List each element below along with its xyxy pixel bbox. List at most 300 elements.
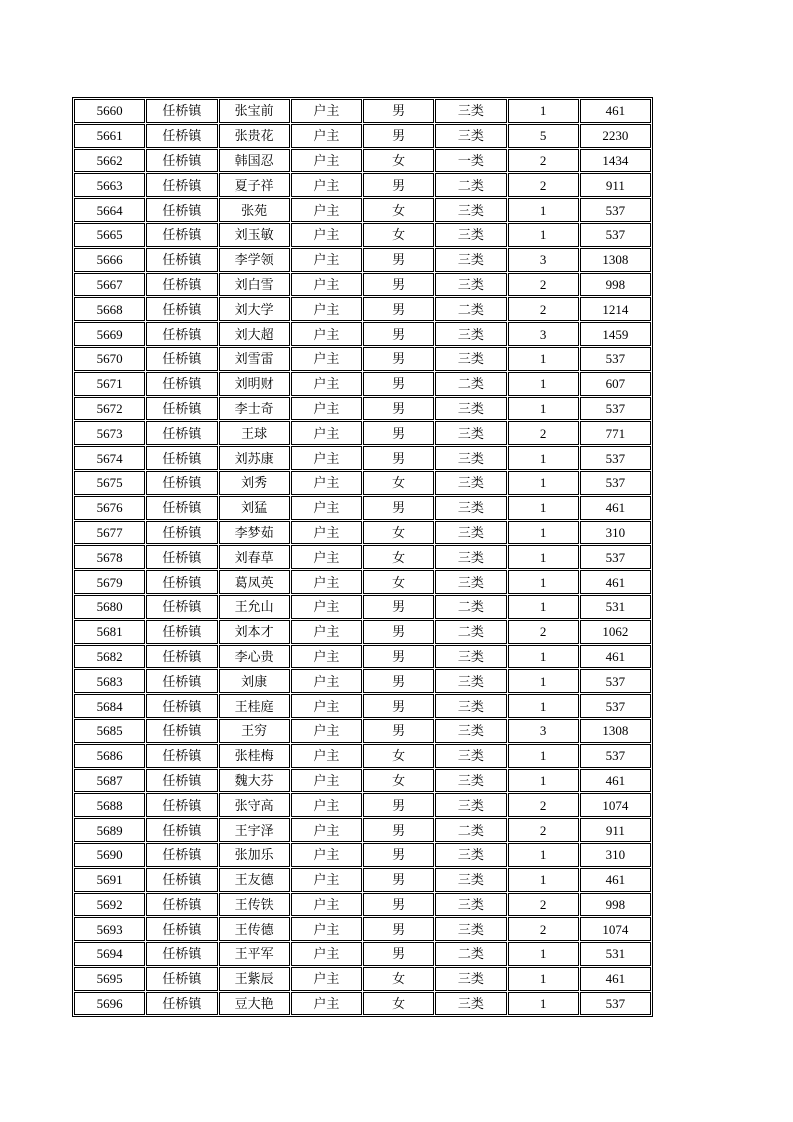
cell-gender: 女 <box>363 769 434 793</box>
table-row <box>74 645 651 669</box>
cell-relation_to_head: 户主 <box>291 322 362 346</box>
cell-town: 任桥镇 <box>146 793 217 817</box>
records-table-body <box>74 99 651 1015</box>
cell-household_size: 1 <box>508 496 579 520</box>
cell-gender: 男 <box>363 620 434 644</box>
cell-amount: 1308 <box>580 248 651 272</box>
cell-amount: 461 <box>580 496 651 520</box>
cell-town: 任桥镇 <box>146 893 217 917</box>
table-row <box>74 248 651 272</box>
cell-name: 豆大艳 <box>219 992 290 1016</box>
cell-name: 夏子祥 <box>219 173 290 197</box>
cell-gender: 男 <box>363 421 434 445</box>
cell-town: 任桥镇 <box>146 545 217 569</box>
cell-category: 三类 <box>435 521 506 545</box>
cell-town: 任桥镇 <box>146 446 217 470</box>
cell-household_size: 1 <box>508 223 579 247</box>
cell-amount: 537 <box>580 669 651 693</box>
cell-name: 王友德 <box>219 868 290 892</box>
table-row <box>74 942 651 966</box>
cell-amount: 461 <box>580 645 651 669</box>
cell-name: 张桂梅 <box>219 744 290 768</box>
cell-serial_number: 5666 <box>74 248 145 272</box>
cell-amount: 537 <box>580 397 651 421</box>
table-row <box>74 967 651 991</box>
cell-category: 二类 <box>435 818 506 842</box>
cell-serial_number: 5664 <box>74 198 145 222</box>
cell-gender: 男 <box>363 843 434 867</box>
cell-category: 三类 <box>435 917 506 941</box>
cell-name: 刘康 <box>219 669 290 693</box>
cell-town: 任桥镇 <box>146 248 217 272</box>
table-row <box>74 992 651 1016</box>
cell-category: 三类 <box>435 421 506 445</box>
cell-amount: 771 <box>580 421 651 445</box>
table-row <box>74 173 651 197</box>
cell-household_size: 3 <box>508 719 579 743</box>
cell-amount: 537 <box>580 446 651 470</box>
cell-town: 任桥镇 <box>146 645 217 669</box>
cell-household_size: 1 <box>508 744 579 768</box>
cell-category: 三类 <box>435 347 506 371</box>
cell-household_size: 1 <box>508 645 579 669</box>
cell-serial_number: 5684 <box>74 694 145 718</box>
cell-category: 二类 <box>435 620 506 644</box>
cell-gender: 男 <box>363 397 434 421</box>
cell-relation_to_head: 户主 <box>291 223 362 247</box>
cell-serial_number: 5686 <box>74 744 145 768</box>
cell-serial_number: 5691 <box>74 868 145 892</box>
cell-town: 任桥镇 <box>146 99 217 123</box>
cell-household_size: 5 <box>508 124 579 148</box>
cell-name: 张守高 <box>219 793 290 817</box>
cell-relation_to_head: 户主 <box>291 149 362 173</box>
cell-household_size: 1 <box>508 372 579 396</box>
cell-serial_number: 5679 <box>74 570 145 594</box>
cell-gender: 女 <box>363 521 434 545</box>
cell-relation_to_head: 户主 <box>291 769 362 793</box>
cell-relation_to_head: 户主 <box>291 545 362 569</box>
cell-town: 任桥镇 <box>146 917 217 941</box>
cell-amount: 461 <box>580 99 651 123</box>
cell-serial_number: 5690 <box>74 843 145 867</box>
cell-name: 刘雪雷 <box>219 347 290 371</box>
cell-category: 三类 <box>435 719 506 743</box>
cell-gender: 女 <box>363 471 434 495</box>
cell-name: 魏大芬 <box>219 769 290 793</box>
cell-amount: 537 <box>580 992 651 1016</box>
cell-relation_to_head: 户主 <box>291 694 362 718</box>
cell-amount: 537 <box>580 694 651 718</box>
cell-name: 王穷 <box>219 719 290 743</box>
cell-name: 王传铁 <box>219 893 290 917</box>
table-row <box>74 198 651 222</box>
cell-serial_number: 5694 <box>74 942 145 966</box>
cell-serial_number: 5681 <box>74 620 145 644</box>
cell-serial_number: 5692 <box>74 893 145 917</box>
cell-household_size: 1 <box>508 471 579 495</box>
cell-serial_number: 5678 <box>74 545 145 569</box>
cell-serial_number: 5687 <box>74 769 145 793</box>
cell-category: 三类 <box>435 992 506 1016</box>
cell-serial_number: 5665 <box>74 223 145 247</box>
cell-gender: 男 <box>363 669 434 693</box>
table-row <box>74 868 651 892</box>
cell-amount: 2230 <box>580 124 651 148</box>
cell-household_size: 2 <box>508 893 579 917</box>
cell-amount: 531 <box>580 942 651 966</box>
cell-name: 刘秀 <box>219 471 290 495</box>
cell-name: 韩国忍 <box>219 149 290 173</box>
cell-town: 任桥镇 <box>146 818 217 842</box>
cell-serial_number: 5663 <box>74 173 145 197</box>
cell-town: 任桥镇 <box>146 322 217 346</box>
cell-town: 任桥镇 <box>146 868 217 892</box>
cell-category: 三类 <box>435 446 506 470</box>
cell-relation_to_head: 户主 <box>291 347 362 371</box>
cell-town: 任桥镇 <box>146 471 217 495</box>
cell-town: 任桥镇 <box>146 744 217 768</box>
table-row <box>74 570 651 594</box>
table-row <box>74 496 651 520</box>
table-row <box>74 124 651 148</box>
cell-amount: 537 <box>580 545 651 569</box>
cell-serial_number: 5677 <box>74 521 145 545</box>
cell-name: 王紫辰 <box>219 967 290 991</box>
cell-name: 王传德 <box>219 917 290 941</box>
cell-category: 三类 <box>435 99 506 123</box>
table-row <box>74 793 651 817</box>
cell-relation_to_head: 户主 <box>291 521 362 545</box>
cell-name: 王允山 <box>219 595 290 619</box>
cell-town: 任桥镇 <box>146 496 217 520</box>
cell-name: 李学领 <box>219 248 290 272</box>
cell-relation_to_head: 户主 <box>291 471 362 495</box>
table-row <box>74 669 651 693</box>
cell-household_size: 1 <box>508 669 579 693</box>
cell-household_size: 1 <box>508 595 579 619</box>
cell-gender: 男 <box>363 868 434 892</box>
cell-household_size: 2 <box>508 620 579 644</box>
cell-serial_number: 5669 <box>74 322 145 346</box>
cell-relation_to_head: 户主 <box>291 496 362 520</box>
cell-category: 三类 <box>435 471 506 495</box>
cell-serial_number: 5680 <box>74 595 145 619</box>
table-row <box>74 372 651 396</box>
table-row <box>74 273 651 297</box>
cell-category: 三类 <box>435 545 506 569</box>
cell-gender: 女 <box>363 223 434 247</box>
cell-gender: 男 <box>363 917 434 941</box>
cell-household_size: 1 <box>508 694 579 718</box>
cell-relation_to_head: 户主 <box>291 992 362 1016</box>
table-row <box>74 99 651 123</box>
cell-amount: 310 <box>580 521 651 545</box>
cell-town: 任桥镇 <box>146 421 217 445</box>
cell-gender: 男 <box>363 173 434 197</box>
table-row <box>74 769 651 793</box>
cell-category: 三类 <box>435 223 506 247</box>
cell-relation_to_head: 户主 <box>291 173 362 197</box>
cell-relation_to_head: 户主 <box>291 893 362 917</box>
cell-category: 一类 <box>435 149 506 173</box>
cell-household_size: 2 <box>508 917 579 941</box>
cell-town: 任桥镇 <box>146 297 217 321</box>
cell-category: 三类 <box>435 893 506 917</box>
cell-amount: 531 <box>580 595 651 619</box>
cell-relation_to_head: 户主 <box>291 446 362 470</box>
cell-serial_number: 5675 <box>74 471 145 495</box>
cell-town: 任桥镇 <box>146 347 217 371</box>
cell-town: 任桥镇 <box>146 694 217 718</box>
cell-relation_to_head: 户主 <box>291 124 362 148</box>
cell-name: 刘本才 <box>219 620 290 644</box>
cell-gender: 男 <box>363 595 434 619</box>
cell-town: 任桥镇 <box>146 843 217 867</box>
cell-amount: 911 <box>580 173 651 197</box>
cell-serial_number: 5671 <box>74 372 145 396</box>
cell-gender: 女 <box>363 198 434 222</box>
cell-name: 刘大超 <box>219 322 290 346</box>
cell-household_size: 2 <box>508 297 579 321</box>
cell-amount: 461 <box>580 967 651 991</box>
cell-household_size: 2 <box>508 818 579 842</box>
cell-town: 任桥镇 <box>146 769 217 793</box>
cell-name: 王平军 <box>219 942 290 966</box>
table-row <box>74 322 651 346</box>
table-row <box>74 694 651 718</box>
cell-relation_to_head: 户主 <box>291 868 362 892</box>
cell-amount: 537 <box>580 347 651 371</box>
cell-town: 任桥镇 <box>146 620 217 644</box>
cell-category: 三类 <box>435 669 506 693</box>
cell-amount: 537 <box>580 744 651 768</box>
table-row <box>74 446 651 470</box>
cell-name: 刘春草 <box>219 545 290 569</box>
cell-relation_to_head: 户主 <box>291 967 362 991</box>
cell-category: 三类 <box>435 843 506 867</box>
cell-amount: 1062 <box>580 620 651 644</box>
cell-town: 任桥镇 <box>146 124 217 148</box>
cell-household_size: 3 <box>508 322 579 346</box>
cell-gender: 男 <box>363 372 434 396</box>
cell-gender: 男 <box>363 496 434 520</box>
cell-name: 王球 <box>219 421 290 445</box>
cell-relation_to_head: 户主 <box>291 719 362 743</box>
cell-name: 葛凤英 <box>219 570 290 594</box>
records-table <box>72 97 653 1017</box>
cell-household_size: 1 <box>508 99 579 123</box>
cell-serial_number: 5662 <box>74 149 145 173</box>
cell-gender: 男 <box>363 322 434 346</box>
cell-amount: 1434 <box>580 149 651 173</box>
cell-relation_to_head: 户主 <box>291 421 362 445</box>
cell-gender: 男 <box>363 248 434 272</box>
table-row <box>74 620 651 644</box>
cell-amount: 1074 <box>580 793 651 817</box>
cell-town: 任桥镇 <box>146 372 217 396</box>
cell-gender: 男 <box>363 446 434 470</box>
cell-town: 任桥镇 <box>146 570 217 594</box>
cell-category: 三类 <box>435 322 506 346</box>
cell-household_size: 2 <box>508 273 579 297</box>
cell-serial_number: 5693 <box>74 917 145 941</box>
cell-amount: 537 <box>580 223 651 247</box>
cell-serial_number: 5695 <box>74 967 145 991</box>
cell-serial_number: 5667 <box>74 273 145 297</box>
table-row <box>74 397 651 421</box>
cell-household_size: 1 <box>508 397 579 421</box>
cell-amount: 998 <box>580 273 651 297</box>
cell-gender: 女 <box>363 744 434 768</box>
cell-town: 任桥镇 <box>146 149 217 173</box>
cell-household_size: 2 <box>508 149 579 173</box>
cell-category: 二类 <box>435 595 506 619</box>
cell-relation_to_head: 户主 <box>291 570 362 594</box>
cell-gender: 女 <box>363 992 434 1016</box>
cell-amount: 461 <box>580 570 651 594</box>
table-row <box>74 893 651 917</box>
cell-category: 三类 <box>435 744 506 768</box>
cell-amount: 1459 <box>580 322 651 346</box>
table-row <box>74 843 651 867</box>
cell-name: 王宇泽 <box>219 818 290 842</box>
table-row <box>74 595 651 619</box>
cell-category: 三类 <box>435 868 506 892</box>
cell-amount: 537 <box>580 198 651 222</box>
cell-category: 三类 <box>435 496 506 520</box>
cell-gender: 男 <box>363 124 434 148</box>
cell-relation_to_head: 户主 <box>291 917 362 941</box>
cell-category: 三类 <box>435 645 506 669</box>
cell-serial_number: 5670 <box>74 347 145 371</box>
cell-category: 三类 <box>435 397 506 421</box>
cell-town: 任桥镇 <box>146 198 217 222</box>
cell-town: 任桥镇 <box>146 223 217 247</box>
cell-name: 刘猛 <box>219 496 290 520</box>
cell-household_size: 3 <box>508 248 579 272</box>
cell-amount: 911 <box>580 818 651 842</box>
cell-serial_number: 5660 <box>74 99 145 123</box>
cell-serial_number: 5673 <box>74 421 145 445</box>
cell-amount: 537 <box>580 471 651 495</box>
cell-gender: 女 <box>363 545 434 569</box>
cell-name: 张贵花 <box>219 124 290 148</box>
cell-town: 任桥镇 <box>146 521 217 545</box>
cell-relation_to_head: 户主 <box>291 198 362 222</box>
cell-gender: 男 <box>363 893 434 917</box>
cell-name: 张苑 <box>219 198 290 222</box>
cell-household_size: 2 <box>508 793 579 817</box>
cell-name: 王桂庭 <box>219 694 290 718</box>
cell-relation_to_head: 户主 <box>291 669 362 693</box>
cell-serial_number: 5674 <box>74 446 145 470</box>
cell-name: 刘白雪 <box>219 273 290 297</box>
cell-serial_number: 5688 <box>74 793 145 817</box>
cell-town: 任桥镇 <box>146 397 217 421</box>
cell-gender: 男 <box>363 694 434 718</box>
table-row <box>74 223 651 247</box>
cell-name: 李梦茹 <box>219 521 290 545</box>
cell-amount: 1214 <box>580 297 651 321</box>
cell-gender: 男 <box>363 645 434 669</box>
cell-category: 三类 <box>435 198 506 222</box>
cell-serial_number: 5696 <box>74 992 145 1016</box>
table-row <box>74 744 651 768</box>
cell-amount: 461 <box>580 868 651 892</box>
cell-town: 任桥镇 <box>146 273 217 297</box>
cell-name: 张加乐 <box>219 843 290 867</box>
cell-amount: 1074 <box>580 917 651 941</box>
cell-town: 任桥镇 <box>146 942 217 966</box>
cell-amount: 1308 <box>580 719 651 743</box>
cell-household_size: 2 <box>508 421 579 445</box>
cell-relation_to_head: 户主 <box>291 372 362 396</box>
cell-relation_to_head: 户主 <box>291 99 362 123</box>
cell-household_size: 1 <box>508 843 579 867</box>
cell-amount: 998 <box>580 893 651 917</box>
cell-amount: 607 <box>580 372 651 396</box>
cell-gender: 男 <box>363 793 434 817</box>
cell-category: 二类 <box>435 173 506 197</box>
cell-amount: 310 <box>580 843 651 867</box>
cell-relation_to_head: 户主 <box>291 818 362 842</box>
table-row <box>74 347 651 371</box>
cell-serial_number: 5668 <box>74 297 145 321</box>
table-row <box>74 719 651 743</box>
cell-category: 三类 <box>435 248 506 272</box>
cell-name: 李士奇 <box>219 397 290 421</box>
table-row <box>74 917 651 941</box>
cell-town: 任桥镇 <box>146 595 217 619</box>
cell-name: 刘玉敏 <box>219 223 290 247</box>
cell-gender: 男 <box>363 297 434 321</box>
cell-serial_number: 5689 <box>74 818 145 842</box>
cell-gender: 女 <box>363 967 434 991</box>
cell-category: 三类 <box>435 570 506 594</box>
cell-gender: 男 <box>363 719 434 743</box>
cell-gender: 女 <box>363 149 434 173</box>
cell-household_size: 1 <box>508 769 579 793</box>
cell-town: 任桥镇 <box>146 992 217 1016</box>
cell-serial_number: 5672 <box>74 397 145 421</box>
cell-gender: 男 <box>363 99 434 123</box>
cell-relation_to_head: 户主 <box>291 843 362 867</box>
cell-category: 二类 <box>435 942 506 966</box>
cell-household_size: 1 <box>508 992 579 1016</box>
cell-town: 任桥镇 <box>146 669 217 693</box>
cell-household_size: 2 <box>508 173 579 197</box>
cell-category: 三类 <box>435 694 506 718</box>
cell-gender: 男 <box>363 273 434 297</box>
cell-relation_to_head: 户主 <box>291 620 362 644</box>
table-row <box>74 297 651 321</box>
cell-category: 三类 <box>435 124 506 148</box>
cell-name: 刘苏康 <box>219 446 290 470</box>
cell-category: 二类 <box>435 372 506 396</box>
cell-household_size: 1 <box>508 446 579 470</box>
cell-relation_to_head: 户主 <box>291 595 362 619</box>
cell-name: 张宝前 <box>219 99 290 123</box>
cell-name: 刘明财 <box>219 372 290 396</box>
cell-category: 三类 <box>435 273 506 297</box>
cell-serial_number: 5682 <box>74 645 145 669</box>
cell-relation_to_head: 户主 <box>291 297 362 321</box>
cell-serial_number: 5661 <box>74 124 145 148</box>
cell-category: 三类 <box>435 967 506 991</box>
cell-town: 任桥镇 <box>146 173 217 197</box>
cell-relation_to_head: 户主 <box>291 248 362 272</box>
